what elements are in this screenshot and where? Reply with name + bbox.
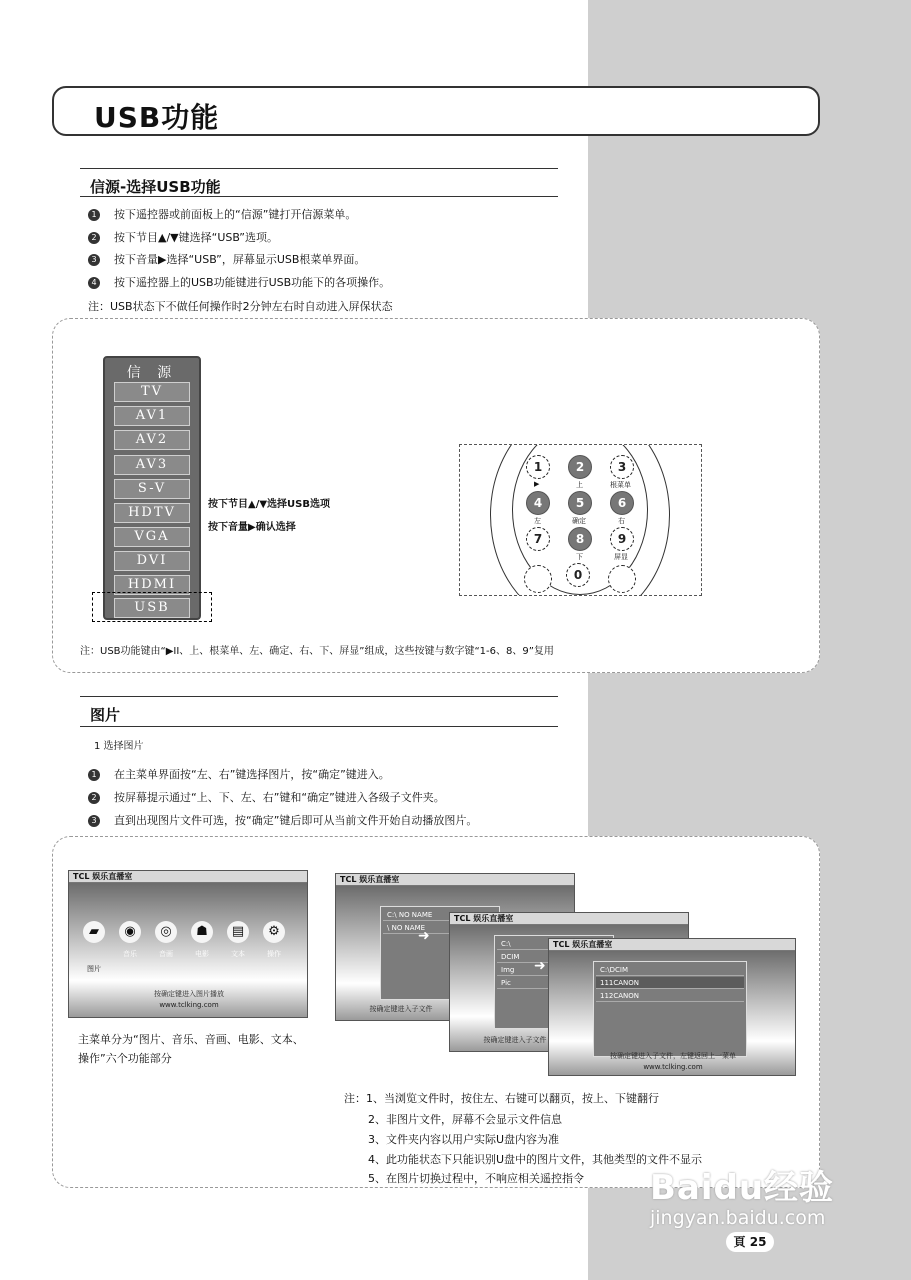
remote-key-blank-right[interactable] [608,565,636,593]
section1-heading: 信源-选择USB功能 [90,178,221,196]
browse-screen-1-hint: 按确定键进入子文件 [369,1005,433,1013]
remote-key-0[interactable]: 0 [566,563,590,587]
picture-label: 图片 [87,965,101,973]
panel2-note-5: 5、在图片切换过程中，不响应相关遥控指令 [368,1172,584,1185]
list-item[interactable]: C:\ NO NAME [383,909,497,921]
remote-key-1[interactable]: 1 [526,455,550,479]
remote-key-3[interactable]: 3 [610,455,634,479]
remote-key-6[interactable]: 6 [610,491,634,515]
panel1-note: 注：USB功能键由“▶II、上、根菜单、左、确定、右、下、屏显”组成，这些按键与数字键“1-6、8、9”复用 [80,646,554,657]
browse-screen-3-hint: 按确定键进入子文件，左键返回上一菜单 [610,1052,736,1060]
source-item-av3[interactable]: AV3 [114,455,190,475]
bullet-number-icon: 3 [88,815,100,827]
browse-screen-2-titlebar: TCL 娱乐直播室 [450,913,688,925]
remote-key-4[interactable]: 4 [526,491,550,515]
remote-keypad-illustration [459,444,702,596]
page-number: 頁 25 [726,1232,774,1252]
gear-icon[interactable]: ⚙ [263,921,285,943]
page-title-box [52,86,820,136]
section1-note: 注：USB状态下不做任何操作时2分钟左右时自动进入屏保状态 [88,300,393,313]
arrow-right-icon: ➜ [418,928,430,944]
browse-screen-1-titlebar: TCL 娱乐直播室 [336,874,574,886]
browse-screen-3-file-list [593,961,747,1057]
bullet-number-icon: 1 [88,769,100,781]
remote-label-up: 上 [576,481,583,489]
remote-label-left: 左 [534,517,541,525]
section2-subheading: 1 选择图片 [94,741,144,752]
remote-label-right: 右 [618,517,625,525]
movie-label: 电影 [195,950,209,958]
bullet-number-icon: 4 [88,277,100,289]
source-item-hdmi[interactable]: HDMI [114,575,190,595]
panel2-note-3: 3、文件夹内容以用户实际U盘内容为准 [368,1133,560,1146]
main-menu-hint: 按确定键进入图片播放 [154,990,224,998]
remote-label-play: ▶ [534,480,540,488]
list-item[interactable]: \ NO NAME [383,922,497,934]
panel2-note-1: 注：1、当浏览文件时，按住左、右键可以翻页，按上、下键翻行 [344,1092,659,1105]
bullet-number-icon: 1 [88,209,100,221]
source-item-dvi[interactable]: DVI [114,551,190,571]
remote-label-root-menu: 根菜单 [610,481,631,489]
music-label: 音乐 [123,950,137,958]
section1-bottom-rule [80,196,558,197]
section1-bullet-2: 2 按下节目▲/▼键选择“USB”选项。 [88,229,278,245]
section2-bottom-rule [80,726,558,727]
remote-label-down: 下 [576,553,583,561]
watermark-brand: Baidu经验 [650,1168,835,1208]
audio-video-label: 音画 [159,950,173,958]
remote-key-7[interactable]: 7 [526,527,550,551]
arrow-right-icon: ➜ [534,958,546,974]
instruction-confirm: 按下音量▶确认选择 [208,522,296,533]
remote-key-8[interactable]: 8 [568,527,592,551]
list-item[interactable]: C:\DCIM [596,964,744,976]
page-title: USB功能 [94,101,220,134]
browse-screen-3-url: www.tclking.com [643,1063,703,1071]
watermark-url: jingyan.baidu.com [650,1207,826,1229]
main-menu-url: www.tclking.com [159,1001,219,1009]
main-menu-caption: 主菜单分为“图片、音乐、音画、电影、文本、操作”六个功能部分 [78,1033,304,1065]
movie-icon[interactable]: ☗ [191,921,213,943]
remote-key-9[interactable]: 9 [610,527,634,551]
browse-screen-2-hint: 按确定键进入子文件 [483,1036,547,1044]
browse-screen-3 [548,938,796,1076]
source-item-av1[interactable]: AV1 [114,406,190,426]
bullet-number-icon: 2 [88,232,100,244]
remote-label-ok: 确定 [572,517,586,525]
picture-icon[interactable]: ▰ [83,921,105,943]
section1-bullet-4: 4 按下遥控器上的USB功能键进行USB功能下的各项操作。 [88,274,390,290]
remote-key-blank-left[interactable] [524,565,552,593]
bullet-number-icon: 3 [88,254,100,266]
text-icon[interactable]: ▤ [227,921,249,943]
source-item-sv[interactable]: S-V [114,479,190,499]
audio-video-icon[interactable]: ◎ [155,921,177,943]
panel2-note-4: 4、此功能状态下只能识别U盘中的图片文件，其他类型的文件不显示 [368,1153,703,1166]
panel2-note-2: 2、非图片文件，屏幕不会显示文件信息 [368,1113,562,1126]
section2-bullet-3: 3 直到出现图片文件可选，按“确定”键后即可从当前文件开始自动播放图片。 [88,812,477,828]
list-item[interactable]: 111CANON [596,977,744,989]
section2-bullet-1: 1 在主菜单界面按“左、右”键选择图片，按“确定”键进入。 [88,766,390,782]
list-item[interactable]: C:\ [497,938,611,950]
remote-key-2[interactable]: 2 [568,455,592,479]
baidu-watermark [650,1160,834,1229]
source-item-tv[interactable]: TV [114,382,190,402]
main-menu-titlebar: TCL 娱乐直播室 [69,871,307,883]
section2-top-rule [80,696,558,697]
source-item-av2[interactable]: AV2 [114,430,190,450]
section1-bullet-1: 1 按下遥控器或前面板上的“信源”键打开信源菜单。 [88,206,356,222]
source-menu [103,356,201,620]
instruction-select: 按下节目▲/▼选择USB选项 [208,499,330,510]
browse-screen-3-titlebar: TCL 娱乐直播室 [549,939,795,951]
source-item-vga[interactable]: VGA [114,527,190,547]
gear-label: 操作 [267,950,281,958]
text-label: 文本 [231,950,245,958]
section2-bullet-2: 2 按屏幕提示通过“上、下、左、右”键和“确定”键进入各级子文件夹。 [88,789,445,805]
main-menu-screen [68,870,308,1018]
bullet-number-icon: 2 [88,792,100,804]
list-item[interactable]: Pic [497,977,611,989]
source-menu-header: 信 源 [126,365,178,381]
list-item[interactable]: DCIM [497,951,611,963]
list-item[interactable]: 112CANON [596,990,744,1002]
usb-highlight-frame [92,592,212,622]
list-item[interactable]: Img [497,964,611,976]
section2-heading: 图片 [90,706,121,724]
source-item-hdtv[interactable]: HDTV [114,503,190,523]
music-icon[interactable]: ◉ [119,921,141,943]
remote-key-5[interactable]: 5 [568,491,592,515]
remote-label-display: 屏显 [614,553,628,561]
section1-top-rule [80,168,558,169]
source-item-usb[interactable]: USB [114,598,190,618]
section1-bullet-3: 3 按下音量▶选择“USB”，屏幕显示USB根菜单界面。 [88,251,365,267]
